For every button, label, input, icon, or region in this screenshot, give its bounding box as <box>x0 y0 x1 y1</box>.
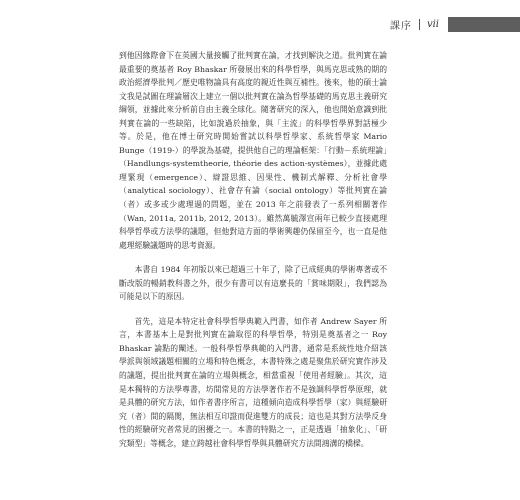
header-divider <box>419 19 420 30</box>
page-number: vii <box>426 18 439 30</box>
header-bar <box>448 17 520 32</box>
paragraph: 本書自 1984 年初版以來已超過三十年了，除了已成經典的學術專著或不斷改版的暢銷教科書之外，很少有書可以有這麼長的「賞味期限」，我們認為可能是以下的原因。 <box>119 265 387 302</box>
paragraph: 到他因緣際會下在英國大量接觸了批判實在論，才找到解決之道。批判實在論最重要的奠基者 Roy Bhaskar 所發展出來的科學哲學，與馬克思或熟的期的政治經濟學批判／歷史唯物論具有高度的親近性與互補性。後來，他的碩士論文我是試圖在理論層次上建立一個以批判實在論為哲學基礎的馬克思主義研究綱領，並據此來分析前自由主義全球化。隨著研究的深入，他也開始意識到批判實在論的一些缺陷，比如說過於抽象，與「主流」的科學哲學界對話極少等。於是，他在博士研究時開始嘗試以科學哲學家、系統哲學家 Mario Bunge（1919-）的學說為基礎，提供他自己的理論框架：「行動－系統理論」（Handlungs-systemtheorie, théorie des action-systèmes），並據此處理緊現（emergence）、辯證思維、因果性、機制式解釋、分析社會學（analytical sociology）、社會存有論（social ontology）等批判實在論（者）或多或少處理過的問題，並在 2013 年之前發表了一系列相關著作（Wan, 2011a, 2011b, 2012, 2013）。雖然萬毓澤宣兩年已較少直接處理科學哲學或方法學的議題，但他對這方面的學術興趣仍保留至今，也一直是他處理經驗議題時的思考資源。 <box>119 51 387 250</box>
header-title: 課序 <box>389 20 412 32</box>
running-header <box>390 16 520 32</box>
paragraph: 首先，這是本特定社會科學哲學典範入門書，如作者 Andrew Sayer 所言，本書基本上是對批判實在論取徑的科學哲學，特別是奠基者之一 Roy Bhaskar 論點的闡述。一般科學哲學典範的入門書，通常是系統性地介紹該學派與領域議題相關的立場和特色概念，本書特殊之處是聚焦於研究實作涉及的議題，提出批判實在論的立場與概念，相當重視「使用者經驗」。其次，這是本獨特的方法學專書，坊間常見的方法學著作若不是強調科學哲學原理，就是具體的研究方法，如作者書序所言，這種傾向造成科學哲學（家）與經驗研究（者）間的隔閡，無法相互印證而促進雙方的成長；這也是其對方法學反身性的經驗研究者常見的困擾之一。本書的特點之一，正是透過「抽象化」、「研究類型」等概念，建立跨越社會科學哲學與具體研究方法間鴻溝的橋樑。 <box>119 316 387 448</box>
body-text <box>119 49 387 450</box>
